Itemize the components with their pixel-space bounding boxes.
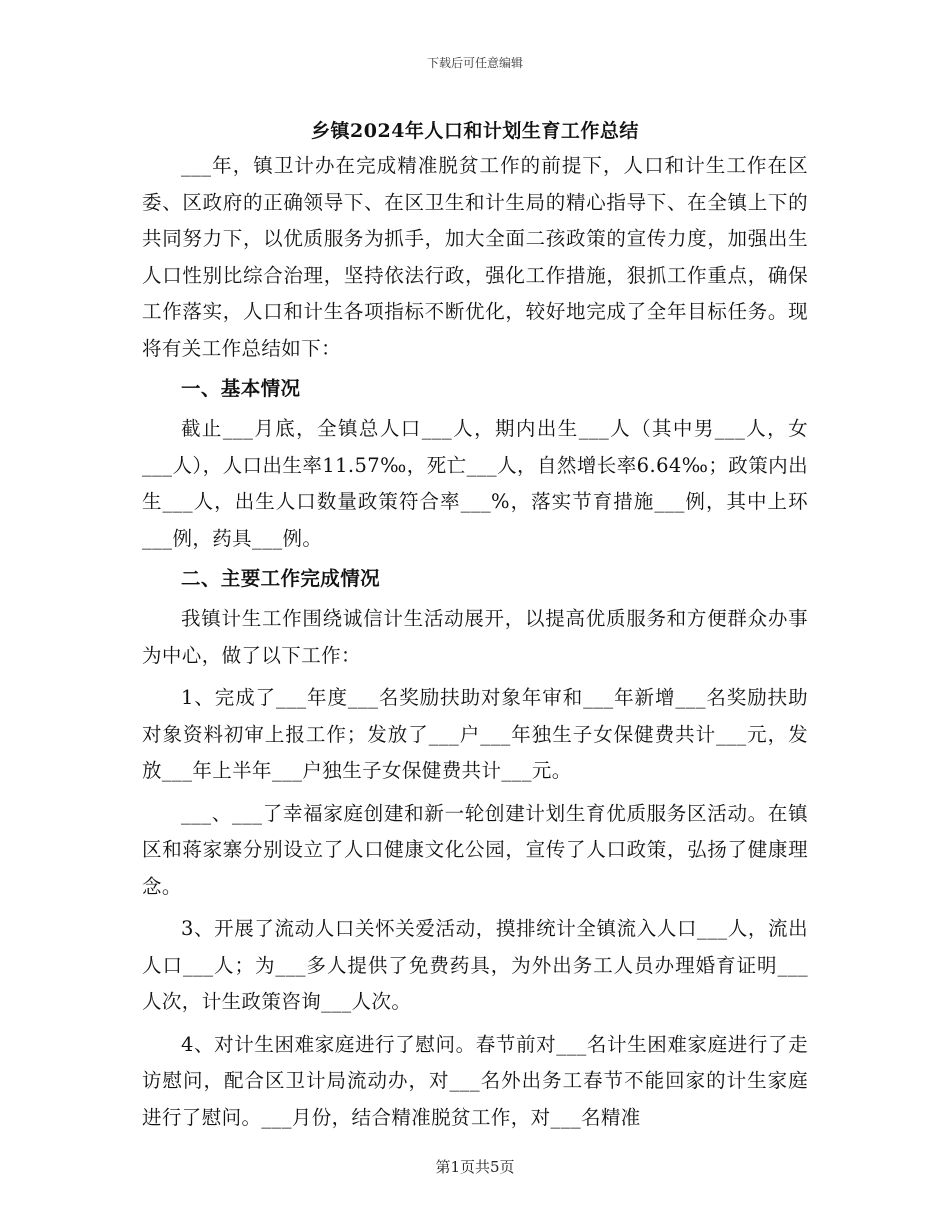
work-item-4: 4、对计生困难家庭进行了慰问。春节前对___名计生困难家庭进行了走访慰问，配合区卫计局流动办，对___名外出务工春节不能回家的计生家庭进行了慰问。___月份，结合精准脱贫工作，对___名精准 (142, 1032, 808, 1129)
header-note: 下载后可任意编辑 (426, 56, 523, 70)
document-title: 乡镇2024年人口和计划生育工作总结 (311, 120, 639, 142)
page-number: 第1页共5页 (435, 1158, 515, 1176)
work-item-1: 1、完成了___年度___名奖励扶助对象年审和___年新增___名奖励扶助对象资料初审上报工作；发放了___户___年独生子女保健费共计___元，发放___年上半年___户独生子女保健费共计___元。 (142, 686, 808, 782)
section-heading-main-work: 二、主要工作完成情况 (181, 567, 381, 590)
main-work-intro-paragraph: 我镇计生工作围绕诚信计生活动展开，以提高优质服务和方便群众办事为中心，做了以下工作： (142, 607, 808, 667)
intro-paragraph: ___年，镇卫计办在完成精准脱贫工作的前提下，人口和计生工作在区委、区政府的正确领导下、在区卫生和计生局的精心指导下、在全镇上下的共同努力下，以优质服务为抓手，加大全面二孩政策的宣传力度，加强出生人口性别比综合治理，坚持依法行政，强化工作措施，狠抓工作重点，确保工作落实，人口和计生各项指标不断优化，较好地完成了全年目标任务。现将有关工作总结如下： (142, 154, 808, 360)
work-item-3: 3、开展了流动人口关怀关爱活动，摸排统计全镇流入人口___人，流出人口___人；为___多人提供了免费药具，为外出务工人员办理婚育证明___人次，计生政策咨询___人次。 (142, 917, 808, 1013)
document-body (142, 148, 808, 1136)
work-item-2: ___、___了幸福家庭创建和新一轮创建计划生育优质服务区活动。在镇区和蒋家寨分别设立了人口健康文化公园，宣传了人口政策，弘扬了健康理念。 (142, 801, 808, 898)
basic-situation-paragraph: 截止___月底，全镇总人口___人，期内出生___人（其中男___人，女___人），人口出生率11.57‰，死亡___人，自然增长率6.64‰；政策内出生___人，出生人口数量政策符合率___%，落实节育措施___例，其中上环___例，药具___例。 (142, 417, 808, 550)
section-heading-basic-situation: 一、基本情况 (181, 377, 301, 400)
